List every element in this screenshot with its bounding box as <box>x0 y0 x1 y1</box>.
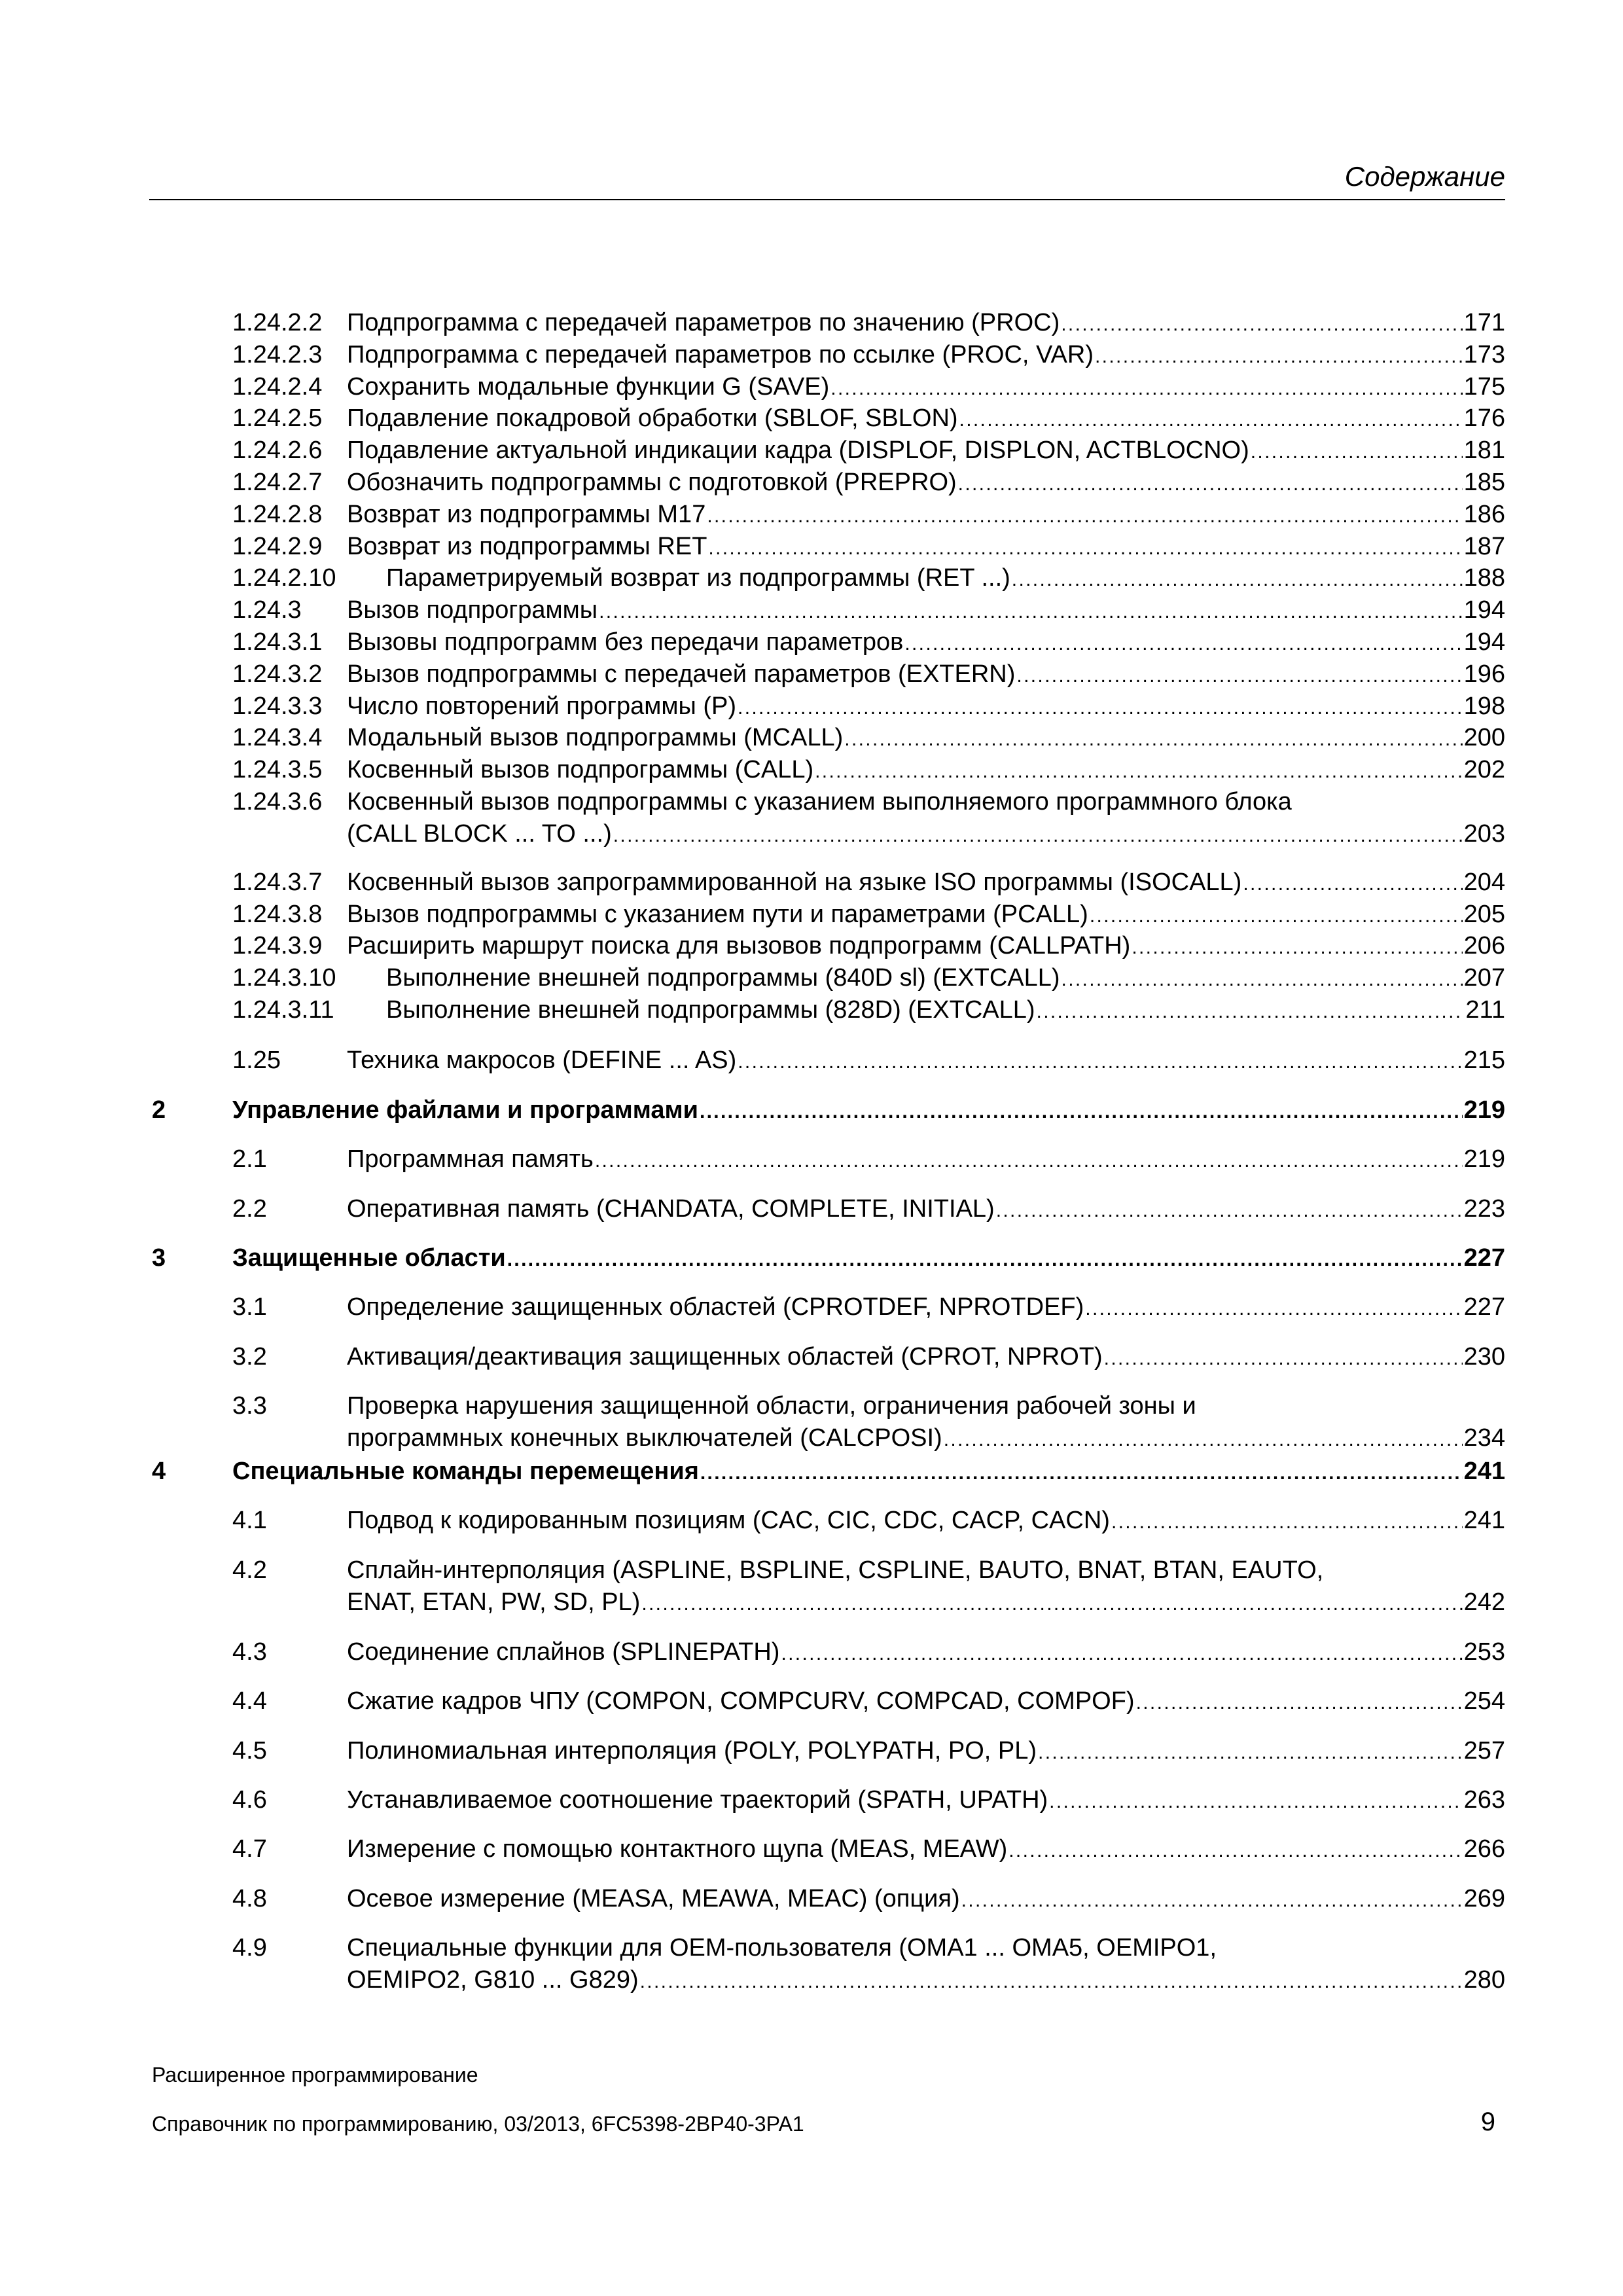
dot-leader <box>1090 898 1463 933</box>
dot-leader <box>700 1094 1463 1128</box>
toc-entry-number: 4.9 <box>232 1934 267 1962</box>
toc-entry-page: 196 <box>1463 660 1505 688</box>
toc-entry-number: 1.24.3.6 <box>232 788 323 816</box>
toc-entry-title: Оперативная память (CHANDATA, COMPLETE, INITIAL) <box>347 1195 995 1223</box>
toc-entry-number: 4.6 <box>232 1786 267 1814</box>
toc-entry-page: 241 <box>1463 1507 1505 1534</box>
toc-entry-page: 269 <box>1463 1885 1505 1912</box>
dot-leader <box>1095 338 1463 373</box>
dot-leader <box>815 753 1462 788</box>
toc-entry-number: 2 <box>152 1096 166 1124</box>
toc-entry-title: Вызов подпрограммы <box>347 596 598 624</box>
toc-entry-title: Расширить маршрут поиска для вызовов подпрограмм (CALLPATH) <box>347 932 1131 960</box>
dot-leader <box>996 1193 1463 1227</box>
footer-doc-info: Справочник по программированию, 03/2013, 6FC5398-2BP40-3PA1 <box>152 2112 804 2136</box>
dot-leader <box>1061 961 1463 996</box>
toc-entry-title: Соединение сплайнов (SPLINEPATH) <box>347 1638 780 1666</box>
toc-entry-page: 254 <box>1463 1687 1505 1715</box>
toc-entry-number: 4.3 <box>232 1638 267 1666</box>
toc-entry-number: 1.24.2.3 <box>232 341 323 368</box>
footer-book-title: Расширенное программирование <box>152 2063 478 2087</box>
toc-entry-number: 4.8 <box>232 1885 267 1912</box>
page-header-title: Содержание <box>1344 161 1505 192</box>
toc-entry-title: Специальные команды перемещения <box>232 1458 699 1485</box>
toc-entry-page: 227 <box>1463 1244 1505 1272</box>
toc-entry-title: OEMIPO2, G810 ... G829) <box>347 1966 639 1994</box>
dot-leader <box>1016 658 1462 692</box>
dot-leader <box>708 530 1462 565</box>
dot-leader <box>1136 1685 1463 1719</box>
toc-entry-number: 1.24.3.2 <box>232 660 323 688</box>
dot-leader <box>1037 994 1465 1028</box>
toc-entry-page: 263 <box>1463 1786 1505 1814</box>
toc-entry-number: 3.3 <box>232 1392 267 1420</box>
toc-entry-page: 242 <box>1463 1588 1505 1616</box>
toc-entry-title: Обозначить подпрограммы с подготовкой (PREPRO) <box>347 469 957 496</box>
dot-leader <box>1111 1504 1463 1539</box>
toc-entry-number: 1.24.3.1 <box>232 628 323 656</box>
toc-entry-page: 204 <box>1463 869 1505 896</box>
dot-leader <box>781 1636 1462 1670</box>
toc-entry-title: Подпрограмма с передачей параметров по значению (PROC) <box>347 309 1060 336</box>
toc-entry-number: 1.24.3 <box>232 596 302 624</box>
toc-entry-page: 176 <box>1463 404 1505 432</box>
dot-leader <box>1104 1340 1463 1375</box>
toc-entry-page: 202 <box>1463 756 1505 783</box>
toc-entry-title: Подавление актуальной индикации кадра (DISPLOF, DISPLON, ACTBLOCNO) <box>347 437 1249 464</box>
toc-entry-page: 173 <box>1463 341 1505 368</box>
toc-entry-page: 234 <box>1463 1424 1505 1452</box>
toc-entry-title: Полиномиальная интерполяция (POLY, POLYPATH, PO, PL) <box>347 1737 1037 1765</box>
toc-entry-number: 4.7 <box>232 1835 267 1863</box>
toc-entry-number: 1.24.2.9 <box>232 533 323 560</box>
toc-entry-number: 1.24.2.6 <box>232 437 323 464</box>
toc-entry-title: Подпрограмма с передачей параметров по ссылке (PROC, VAR) <box>347 341 1094 368</box>
dot-leader <box>738 1044 1462 1079</box>
toc-entry-page: 194 <box>1463 628 1505 656</box>
dot-leader <box>1061 306 1462 341</box>
dot-leader <box>830 370 1462 405</box>
dot-leader <box>959 402 1463 437</box>
toc-entry-number: 1.24.2.7 <box>232 469 323 496</box>
toc-entry-title: Выполнение внешней подпрограммы (828D) (EXTCALL) <box>386 996 1035 1024</box>
toc-entry-number: 1.24.3.4 <box>232 724 323 751</box>
toc-entry-title-line1: Косвенный вызов подпрограммы с указанием выполняемого программного блока <box>347 788 1292 816</box>
toc-entry-page: 171 <box>1463 309 1505 336</box>
dot-leader <box>641 1586 1462 1621</box>
toc-entry-title: Устанавливаемое соотношение траекторий (SPATH, UPATH) <box>347 1786 1048 1814</box>
toc-entry-number: 4.2 <box>232 1556 267 1584</box>
dot-leader <box>1243 866 1462 901</box>
toc-entry-page: 241 <box>1463 1458 1505 1485</box>
toc-entry-title: Программная память <box>347 1145 594 1173</box>
toc-entry-title: Техника макросов (DEFINE ... AS) <box>347 1047 737 1074</box>
toc-entry-title: Число повторений программы (P) <box>347 692 737 720</box>
header-rule <box>149 199 1505 200</box>
toc-entry-title-line1: Специальные функции для OEM-пользователя (OMA1 ... OMA5, OEMIPO1, <box>347 1934 1217 1962</box>
toc-entry-number: 1.24.2.2 <box>232 309 323 336</box>
toc-entry-title: Модальный вызов подпрограммы (MCALL) <box>347 724 844 751</box>
toc-entry-title: (CALL BLOCK ... TO ...) <box>347 820 612 848</box>
toc-entry-title-line1: Проверка нарушения защищенной области, ограничения рабочей зоны и <box>347 1392 1196 1420</box>
dot-leader <box>961 1882 1463 1917</box>
toc-entry-title: Сохранить модальные функции G (SAVE) <box>347 373 830 401</box>
toc-entry-title: Косвенный вызов подпрограммы (CALL) <box>347 756 814 783</box>
toc-entry-number: 4.1 <box>232 1507 267 1534</box>
toc-entry-title: Выполнение внешней подпрограммы (840D sl) (EXTCALL) <box>386 964 1060 992</box>
toc-entry-title: Сжатие кадров ЧПУ (COMPON, COMPCURV, COMPCAD, COMPOF) <box>347 1687 1135 1715</box>
toc-entry-number: 3.2 <box>232 1343 267 1371</box>
toc-entry-page: 253 <box>1463 1638 1505 1666</box>
toc-entry-page: 257 <box>1463 1737 1505 1765</box>
dot-leader <box>1251 434 1463 469</box>
dot-leader <box>700 1455 1463 1490</box>
toc-entry-number: 1.24.3.10 <box>232 964 336 992</box>
toc-entry-number: 2.2 <box>232 1195 267 1223</box>
toc-entry-page: 266 <box>1463 1835 1505 1863</box>
toc-entry-page: 194 <box>1463 596 1505 624</box>
toc-entry-page: 198 <box>1463 692 1505 720</box>
toc-entry-title: Косвенный вызов запрограммированной на языке ISO программы (ISOCALL) <box>347 869 1242 896</box>
toc-entry-page: 211 <box>1465 996 1505 1024</box>
toc-entry-title: Возврат из подпрограммы M17 <box>347 501 706 528</box>
toc-entry-title: Вызов подпрограммы с указанием пути и параметрами (PCALL) <box>347 901 1088 928</box>
toc-entry-page: 187 <box>1463 533 1505 560</box>
toc-entry-page: 185 <box>1463 469 1505 496</box>
page-number: 9 <box>1480 2108 1495 2136</box>
dot-leader <box>1012 562 1463 596</box>
toc-entry-number: 4.5 <box>232 1737 267 1765</box>
toc-entry-title: Активация/деактивация защищенных областей (CPROT, NPROT) <box>347 1343 1103 1371</box>
dot-leader <box>1038 1734 1463 1769</box>
toc-entry-title: Возврат из подпрограммы RET <box>347 533 707 560</box>
toc-entry-page: 181 <box>1463 437 1505 464</box>
toc-entry-page: 223 <box>1463 1195 1505 1223</box>
toc-entry-number: 1.24.2.8 <box>232 501 323 528</box>
toc-entry-title-line1: Сплайн-интерполяция (ASPLINE, BSPLINE, CSPLINE, BAUTO, BNAT, BTAN, EAUTO, <box>347 1556 1324 1584</box>
toc-entry-page: 207 <box>1463 964 1505 992</box>
dot-leader <box>707 498 1462 533</box>
toc-entry-number: 3.1 <box>232 1293 267 1321</box>
dot-leader <box>595 1143 1463 1177</box>
toc-entry-page: 200 <box>1463 724 1505 751</box>
toc-entry-page: 203 <box>1463 820 1505 848</box>
toc-entry-page: 219 <box>1463 1145 1505 1173</box>
dot-leader <box>1085 1291 1462 1325</box>
dot-leader <box>599 594 1462 628</box>
toc-entry-page: 280 <box>1463 1966 1505 1994</box>
dot-leader <box>1008 1833 1462 1867</box>
dot-leader <box>1132 929 1462 964</box>
toc-entry-number: 2.1 <box>232 1145 267 1173</box>
toc-entry-page: 205 <box>1463 901 1505 928</box>
toc-entry-page: 219 <box>1463 1096 1505 1124</box>
toc-entry-page: 215 <box>1463 1047 1505 1074</box>
toc-entry-title: Подвод к кодированным позициям (CAC, CIC, CDC, CACP, CACN) <box>347 1507 1110 1534</box>
toc-entry-number: 1.24.2.4 <box>232 373 323 401</box>
toc-entry-number: 1.25 <box>232 1047 281 1074</box>
toc-entry-number: 1.24.3.7 <box>232 869 323 896</box>
toc-entry-page: 230 <box>1463 1343 1505 1371</box>
dot-leader <box>507 1242 1463 1276</box>
toc-entry-title: программных конечных выключателей (CALCPOSI) <box>347 1424 942 1452</box>
dot-leader <box>1049 1784 1462 1818</box>
toc-entry-number: 1.24.3.9 <box>232 932 323 960</box>
toc-entry-title: Вызов подпрограммы с передачей параметров (EXTERN) <box>347 660 1016 688</box>
toc-entry-title: Подавление покадровой обработки (SBLOF, SBLON) <box>347 404 958 432</box>
dot-leader <box>640 1964 1463 1998</box>
toc-entry-number: 1.24.3.3 <box>232 692 323 720</box>
toc-entry-page: 206 <box>1463 932 1505 960</box>
toc-entry-title: Защищенные области <box>232 1244 506 1272</box>
toc-entry-number: 4.4 <box>232 1687 267 1715</box>
toc-entry-title: Определение защищенных областей (CPROTDEF, NPROTDEF) <box>347 1293 1084 1321</box>
toc-entry-number: 1.24.3.5 <box>232 756 323 783</box>
dot-leader <box>738 690 1463 725</box>
toc-entry-page: 227 <box>1463 1293 1505 1321</box>
toc-entry-title: ENAT, ETAN, PW, SD, PL) <box>347 1588 641 1616</box>
toc-entry-number: 1.24.2.10 <box>232 564 336 592</box>
dot-leader <box>944 1422 1463 1456</box>
toc-entry-number: 4 <box>152 1458 166 1485</box>
toc-entry-number: 1.24.3.8 <box>232 901 323 928</box>
toc-entry-title: Параметрируемый возврат из подпрограммы (RET ...) <box>386 564 1010 592</box>
toc-entry-title: Измерение с помощью контактного щупа (MEAS, MEAW) <box>347 1835 1008 1863</box>
toc-entry-number: 1.24.2.5 <box>232 404 323 432</box>
toc-entry-title: Осевое измерение (MEASA, MEAWA, MEAC) (опция) <box>347 1885 960 1912</box>
toc-entry-title: Управление файлами и программами <box>232 1096 698 1124</box>
toc-entry-number: 3 <box>152 1244 166 1272</box>
toc-entry-page: 186 <box>1463 501 1505 528</box>
dot-leader <box>904 626 1462 660</box>
toc-entry-number: 1.24.3.11 <box>232 996 334 1024</box>
toc-entry-title: Вызовы подпрограмм без передачи параметров <box>347 628 904 656</box>
dot-leader <box>958 466 1463 501</box>
toc-entry-page: 175 <box>1463 373 1505 401</box>
dot-leader <box>844 721 1462 756</box>
dot-leader <box>613 817 1463 852</box>
toc-entry-page: 188 <box>1463 564 1505 592</box>
